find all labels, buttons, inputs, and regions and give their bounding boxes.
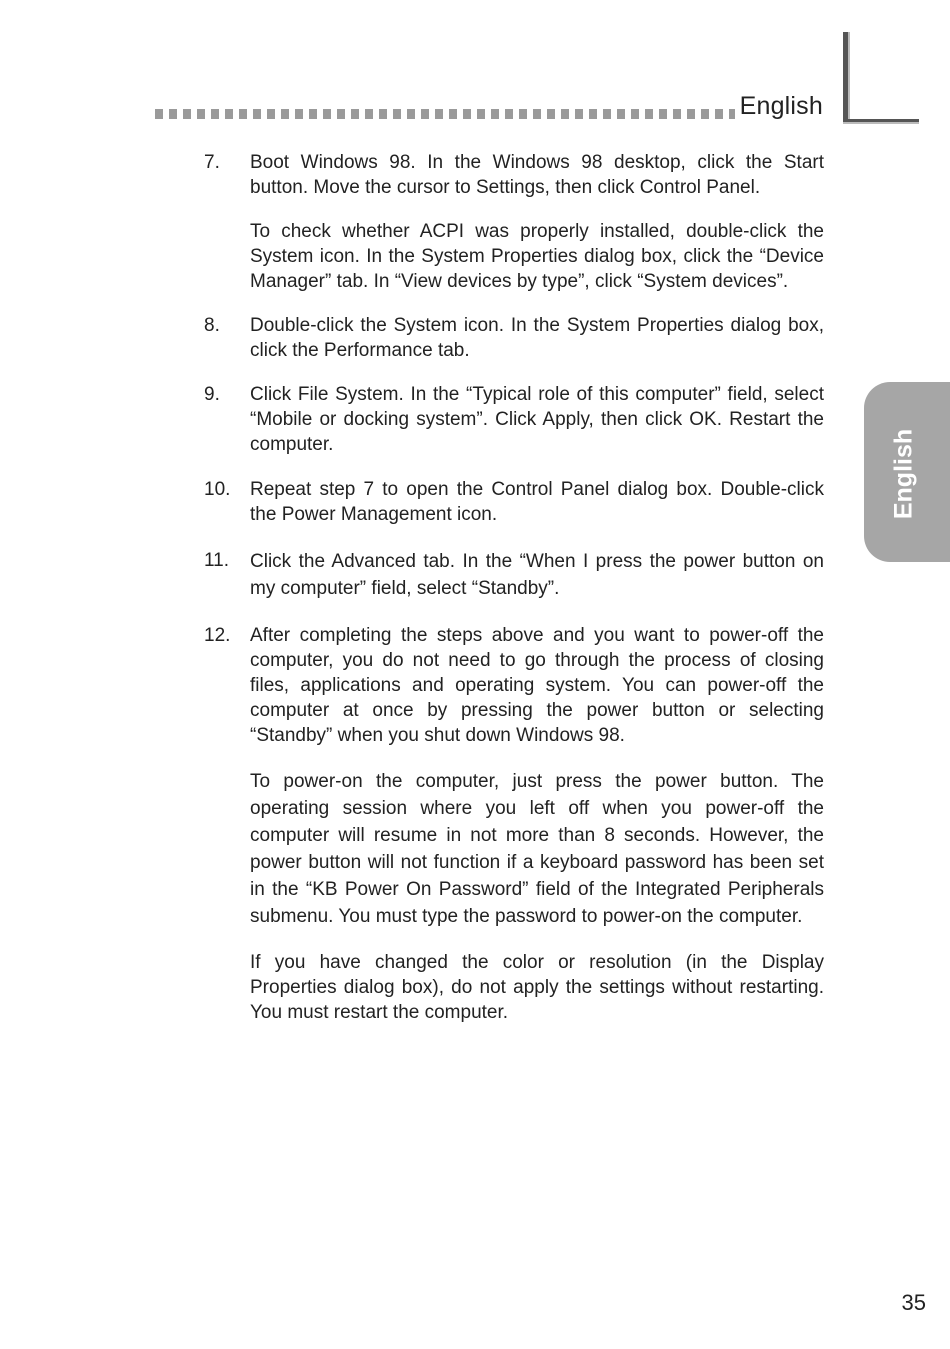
list-item bbox=[204, 313, 824, 363]
item-paragraph: Double-click the System icon. In the System Properties dialog box, click the Performance tab. bbox=[250, 315, 824, 361]
corner-mark-horizontal bbox=[843, 119, 919, 124]
item-number: 11. bbox=[204, 550, 230, 571]
list-item bbox=[204, 150, 824, 294]
instruction-list bbox=[204, 150, 824, 1025]
item-paragraph: Boot Windows 98. In the Windows 98 desktop, click the Start button. Move the cursor to Settings, then click Control Panel. bbox=[250, 152, 824, 198]
item-paragraph: Click File System. In the “Typical role of this computer” field, select “Mobile or docking system”. Click Apply, then click OK. Restart the computer. bbox=[250, 384, 824, 455]
corner-mark-vertical bbox=[843, 32, 850, 124]
list-item bbox=[204, 477, 824, 527]
item-paragraph: Click the Advanced tab. In the “When I press the power button on my computer” field, select “Standby”. bbox=[250, 551, 824, 599]
side-tab-label: English bbox=[889, 428, 918, 520]
item-paragraph: After completing the steps above and you want to power-off the computer, you do not need to go through the process of closing files, applications and operating system. You can power-off the computer at once by pressing the power button or selecting “Standby” when you shut down Windows 98. bbox=[250, 625, 824, 746]
item-paragraph: Repeat step 7 to open the Control Panel dialog box. Double-click the Power Management icon. bbox=[250, 479, 824, 525]
item-number: 9. bbox=[204, 384, 220, 405]
page-number: 35 bbox=[901, 1290, 926, 1315]
item-number: 10. bbox=[204, 479, 231, 500]
item-paragraph: If you have changed the color or resolution (in the Display Properties dialog box), do not apply the settings without restarting. You must restart the computer. bbox=[250, 952, 824, 1023]
header-language-label: English bbox=[739, 92, 823, 120]
item-paragraph: To check whether ACPI was properly installed, double-click the System icon. In the System Properties dialog box, click the “Device Manager” tab. In “View devices by type”, click “System devices”. bbox=[250, 221, 824, 292]
header-dot-rule bbox=[155, 109, 735, 119]
list-item bbox=[204, 382, 824, 457]
list-item bbox=[204, 623, 824, 1025]
item-number: 12. bbox=[204, 625, 231, 646]
item-paragraph: To power-on the computer, just press the power button. The operating session where you left off when you power-off the computer will resume in not more than 8 seconds. However, the power button will not function if a keyboard password has been set in the “KB Power On Password” field of the Integrated Peripherals submenu. You must type the password to power-on the computer. bbox=[250, 771, 824, 927]
item-number: 7. bbox=[204, 152, 220, 173]
list-item bbox=[204, 548, 824, 602]
item-number: 8. bbox=[204, 315, 220, 336]
